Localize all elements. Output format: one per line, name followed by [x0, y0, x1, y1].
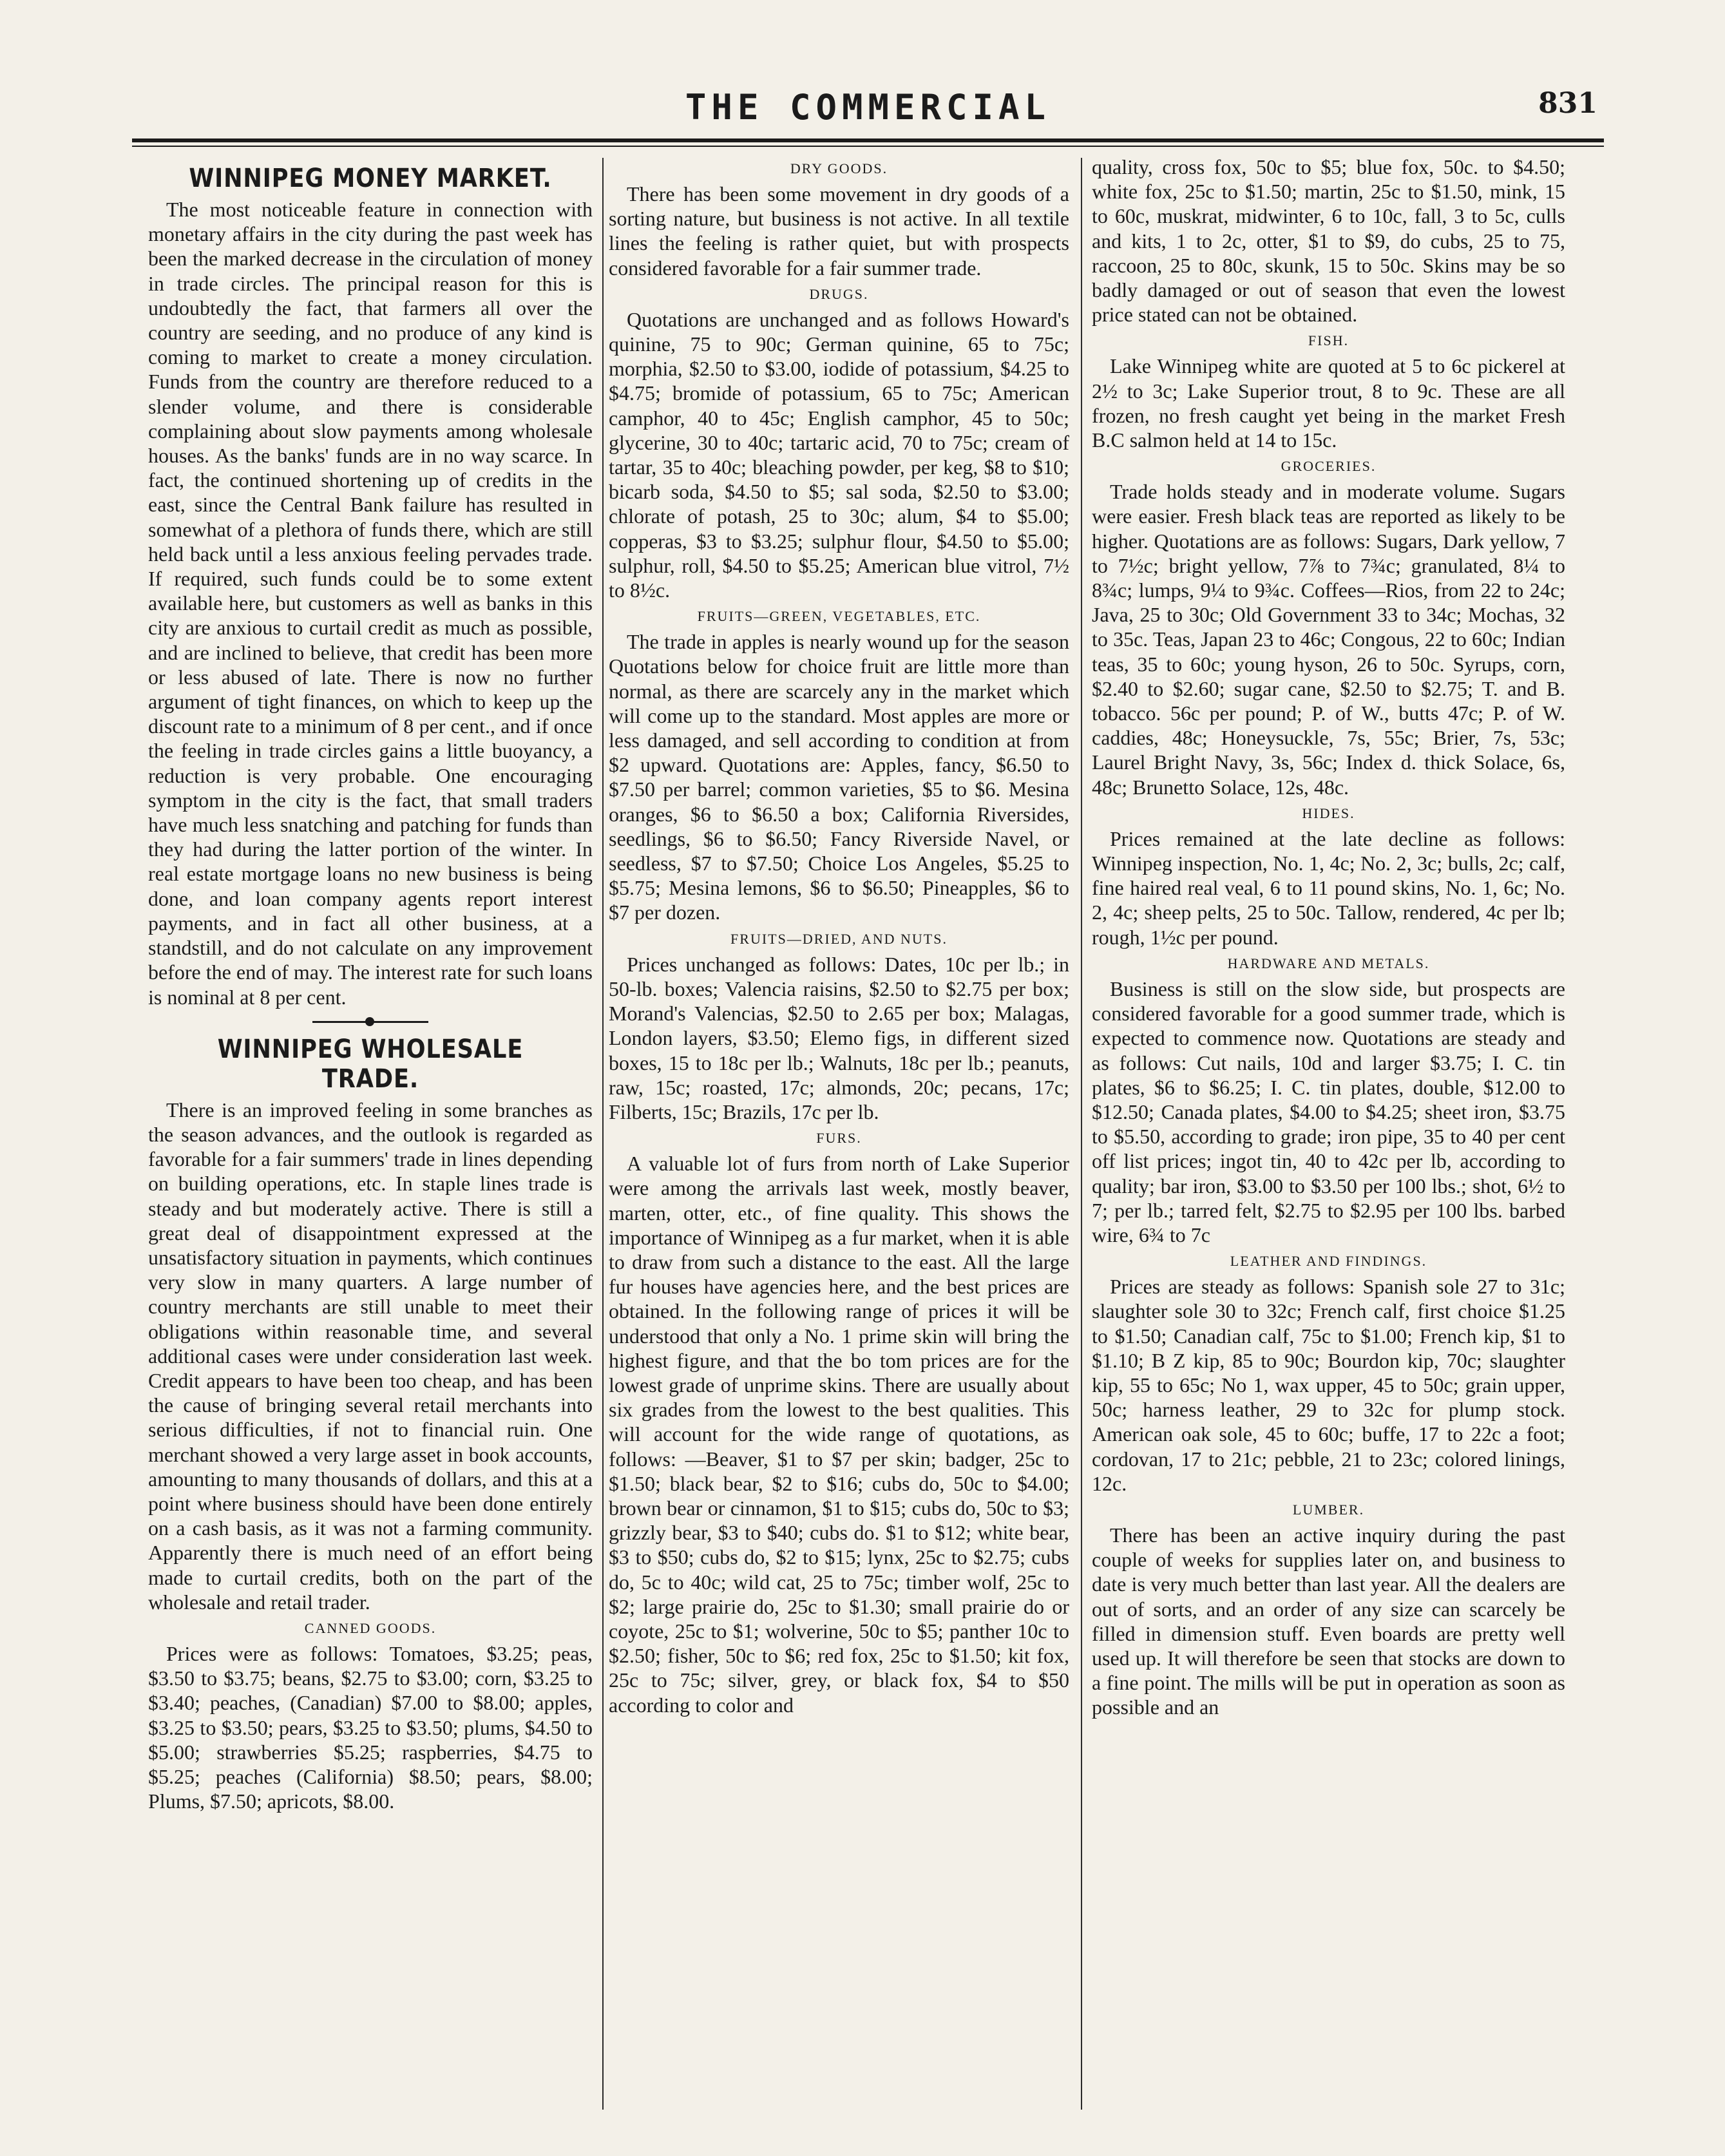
lumber-heading: LUMBER.	[1292, 1501, 1365, 1518]
fish-body: Lake Winnipeg white are quoted at 5 to 6c pickerel at 2½ to 3c; Lake Superior trout, 8 to 9c. These are all frozen, no fresh caught yet being in the market Fresh B.C salmon held at 14 to 15c.	[1092, 354, 1565, 452]
leather-body: Prices are steady as follows: Spanish sole 27 to 31c; slaughter sole 30 to 32c; French calf, first choice $1.25 to $1.50; Canadian calf, 75c to $1.00; French kip, $1 to $1.10; B Z kip, 85 to 90c; Bourdon kip, 70c; slaughter kip, 55 to 65c; No 1, wax upper, 45 to 50c; grain upper, 50c; harness leather, 29 to 32c for plump stock. American oak sole, 45 to 60c; buffe, 17 to 22c a foot; cordovan, 17 to 21c; pebble, 21 to 23c; colored linings, 12c.	[1092, 1275, 1565, 1495]
furs-heading: FURS.	[816, 1130, 862, 1147]
publication-title: THE COMMERCIAL	[685, 87, 1051, 128]
drugs-heading: DRUGS.	[809, 285, 869, 302]
masthead-rule-thin	[132, 146, 1604, 147]
leather-heading: LEATHER AND FINDINGS.	[1230, 1253, 1427, 1270]
groceries-body: Trade holds steady and in moderate volume. Sugars were easier. Fresh black teas are reported as likely to be higher. Quotations are as follows: Sugars, Dark yellow, 7 to 7½c; bright yellow, 7⅞ to 7¾c; granulated, 8¼ to 8¾c; lumps, 9¼ to 9¾c. Coffees—Rios, from 22 to 24c; Java, 25 to 30c; Old Government 33 to 34c; Mochas, 32 to 35c. Teas, Japan 23 to 46c; Congous, 22 to 60c; Indian teas, 35 to 60c; young hyson, 26 to 50c. Syrups, corn, $2.40 to $2.60; sugar cane, $2.50 to $2.75; T. and B. tobacco. 56c per pound; P. of W., butts 47c; P. of W. caddies, 48c; Honeysuckle, 7s, 55c; Brier, 7s, 53c; Laurel Bright Navy, 3s, 56c; Index d. thick Solace, 6s, 48c; Brunetto Solace, 12s, 48c.	[1092, 480, 1565, 799]
page-number: 831	[1538, 87, 1597, 120]
groceries-heading: GROCERIES.	[1281, 458, 1377, 475]
drugs-body: Quotations are unchanged and as follows Howard's quinine, 75 to 90c; German quinine, 65 to 75c; morphia, $2.50 to $3.00, iodide of potassium, $4.25 to $4.75; bromide of potassium, 65 to 75c; American camphor, 40 to 45c; English camphor, 45 to 50c; glycerine, 30 to 40c; tartaric acid, 70 to 75c; cream of tartar, 35 to 40c; bleaching powder, per keg, $8 to $10; bicarb soda, $4.50 to $5; sal soda, $2.50 to $3.00; chlorate of potash, 25 to 30c; alum, $4 to $5.00; copperas, $3 to $3.25; sulphur flour, $4.50 to $5.00; sulphur, roll, $4.50 to $5.25; American blue vitrol, 7½ to 8½c.	[609, 307, 1069, 602]
fruits-green-body: The trade in apples is nearly wound up for the season Quotations below for choice fruit are little more than normal, as there are scarcely any in the market which will come up to the standard. Most apples are more or less damaged, and sell according to condition at from $2 upward. Quotations are: Apples, fancy, $6.50 to $7.50 per barrel; common varieties, $5 to $6. Mesina oranges, $6 to $6.50 a box; California Riversides, seedlings, $6 to $6.50; Fancy Riverside Navel, or seedless, $7 to $7.50; Choice Los Angeles, $5.25 to $5.75; Mesina lemons, $6 to $6.50; Pineapples, $6 to $7 per dozen.	[609, 630, 1069, 924]
wholesale-trade-body: There is an improved feeling in some branches as the season advances, and the outlook is regarded as favorable for a fair summers' trade in lines depending on building operations, etc. In staple lines trade is steady and but moderately active. There is still a great deal of disappointment expressed at the unsatisfactory situation in payments, which continues very slow in many quarters. A large number of country merchants are still unable to meet their obligations within reasonable time, and several additional cases were under consideration last week. Credit appears to have been too cheap, and has been the cause of bringing several retail merchants into serious difficulties, if not to financial ruin. One merchant showed a very large asset in book accounts, amounting to many thousands of dollars, and this at a point where business should have been done entirely on a cash basis, as it was not a farming community. Apparently there is much need of an effort being made to curtail credits, both on the part of the wholesale and retail trader.	[148, 1098, 593, 1614]
column-2	[609, 155, 1069, 2119]
hides-heading: HIDES.	[1302, 805, 1355, 821]
column-divider-1	[602, 158, 604, 2110]
masthead-rule	[132, 138, 1604, 142]
money-market-headline: WINNIPEG MONEY MARKET.	[189, 164, 552, 193]
column-divider-2	[1081, 158, 1082, 2110]
lumber-body: There has been an active inquiry during the past couple of weeks for supplies later on, and business to date is very much better than last year. All the dealers are out of sorts, and an order of any size can scarcely be filled in dimension stuff. Even boards are pretty well used up. It will therefore be seen that stocks are down to a fine point. The mills will be put in operation as soon as possible and an	[1092, 1523, 1565, 1719]
column-1	[148, 155, 593, 2119]
hardware-heading: HARDWARE AND METALS.	[1227, 955, 1430, 971]
furs-continued-body: quality, cross fox, 50c to $5; blue fox, 50c. to $4.50; white fox, 25c to $1.50; martin, 25c to $1.50, mink, 15 to 60c, muskrat, midwinter, 6 to 10c, fall, 3 to 5c, culls and kits, 1 to 2c, otter, $1 to $9, do cubs, 25 to 75, raccoon, 25 to 80c, skunk, 15 to 50c. Skins may be so badly damaged or out of season that even the lowest price stated can not be obtained.	[1092, 155, 1565, 327]
section-divider-ornament	[312, 1021, 428, 1023]
masthead	[132, 81, 1604, 138]
canned-goods-heading: CANNED GOODS.	[304, 1619, 437, 1636]
hardware-body: Business is still on the slow side, but prospects are considered favorable for a good summer trade, which is expected to commence now. Quotations are steady and as follows: Cut nails, 10d and larger $3.75; I. C. tin plates, $6 to $6.25; I. C. tin plates, double, $12.00 to $12.50; Canada plates, $4.00 to $4.25; sheet iron, $3.75 to $5.50, according to grade; iron pipe, 35 to 40 per cent off list prices; ingot tin, 40 to 42c per lb, according to quality; bar iron, $3.00 to $3.50 per 100 lbs.; shot, 6½ to 7; per lb.; tarred felt, $2.75 to $2.95 per 100 lbs. barbed wire, 6¾ to 7c	[1092, 977, 1565, 1246]
canned-goods-body: Prices were as follows: Tomatoes, $3.25; peas, $3.50 to $3.75; beans, $2.75 to $3.00; corn, $3.25 to $3.40; peaches, (Canadian) $7.00 to $8.00; apples, $3.25 to $3.50; pears, $3.25 to $3.50; plums, $4.50 to $5.00; strawberries $5.25; raspberries, $4.75 to $5.25; peaches (California) $8.50; pears, $8.00; Plums, $7.50; apricots, $8.00.	[148, 1641, 593, 1813]
fruits-dried-body: Prices unchanged as follows: Dates, 10c per lb.; in 50-lb. boxes; Valencia raisins, $2.50 to $2.75 per box; Morand's Valencias, $2.50 to 2.65 per box; Malagas, London layers, $3.50; Elemo figs, in different sized boxes, 15 to 18c per lb.; Walnuts, 18c per lb.; peanuts, raw, 15c; roasted, 17c; almonds, 20c; pecans, 17c; Filberts, 15c; Brazils, 17c per lb.	[609, 952, 1069, 1123]
furs-body: A valuable lot of furs from north of Lake Superior were among the arrivals last week, mostly beaver, marten, otter, etc., of fine quality. This shows the importance of Winnipeg as a fur market, when it is able to draw from such a distance to the east. All the large fur houses have agencies here, and the best prices are obtained. In the following range of prices it will be understood that only a No. 1 prime skin will bring the highest figure, and that the bo tom prices are for the lowest grade of unprime skins. There are usually about six grades from the lowest to the best qualities. This will account for the wide range of quotations, as follows: —Beaver, $1 to $7 per skin; badger, 25c to $1.50; black bear, $2 to $16; cubs do, 50c to $4.00; brown bear or cinnamon, $1 to $15; cubs do, 50c to $3; grizzly bear, $3 to $40; cubs do. $1 to $12; white bear, $3 to $50; cubs do, $2 to $15; lynx, 25c to $2.75; cubs do, 5c to 40c; wild cat, 25 to 75c; timber wolf, 25c to $2; large prairie do, 25c to $1.30; small prairie do or coyote, 25c to $1; wolverine, 50c to $5; panther 10c to $2.50; fisher, 50c to $6; red fox, 25c to $1.50; kit fox, 25c to 75c; silver, grey, or black fox, $4 to $50 according to color and	[609, 1152, 1069, 1717]
fish-heading: FISH.	[1308, 332, 1349, 349]
fruits-green-heading: FRUITS—GREEN, VEGETABLES, ETC.	[697, 608, 981, 625]
fruits-dried-heading: FRUITS—DRIED, AND NUTS.	[730, 930, 948, 947]
money-market-body: The most noticeable feature in connection with monetary affairs in the city during the past week has been the marked decrease in the circulation of money in trade circles. The principal reason for this is undoubtedly the fact, that farmers all over the country are seeding, and no produce of any kind is coming to market to create a money circulation. Funds from the country are therefore reduced to a slender volume, and there is considerable complaining about slow payments among wholesale houses. As the banks' funds are in no way scarce. In fact, the continued shortening up of credits in the east, since the Central Bank failure has resulted in somewhat of a plethora of funds there, which are still held back until a less anxious feeling pervades trade. If required, such funds could be to some extent available here, but customers as well as banks in this city are anxious to curtail credit as much as possible, and are inclined to believe, that credit has been more or less abused of late. There is now no further argument of tight finances, on which to keep up the discount rate to a minimum of 8 per cent., and if once the feeling in trade circles gains a little buoyancy, a reduction is very probable. One encouraging symptom in the city is the fact, that small traders have much less snatching and patching for funds than they had during the latter portion of the winter. In real estate mortgage loans no new business is being done, and loan company agents report interest payments, and in fact all other business, at a standstill, and do not calculate on any improvement before the end of may. The interest rate for such loans is nominal at 8 per cent.	[148, 198, 593, 1009]
wholesale-trade-headline: WINNIPEG WHOLESALE TRADE.	[217, 1034, 524, 1094]
dry-goods-heading: DRY GOODS.	[790, 160, 888, 176]
column-3	[1092, 155, 1565, 2119]
dry-goods-body: There has been some movement in dry goods of a sorting nature, but business is not active. In all textile lines the feeling is rather quiet, but with prospects considered favorable for a fair summer trade.	[609, 182, 1069, 280]
hides-body: Prices remained at the late decline as follows: Winnipeg inspection, No. 1, 4c; No. 2, 3c; bulls, 2c; calf, fine haired real veal, 6 to 11 pound skins, No. 1, 6c; No. 2, 4c; sheep pelts, 25 to 50c. Tallow, rendered, 4c per lb; rough, 1½c per pound.	[1092, 826, 1565, 949]
